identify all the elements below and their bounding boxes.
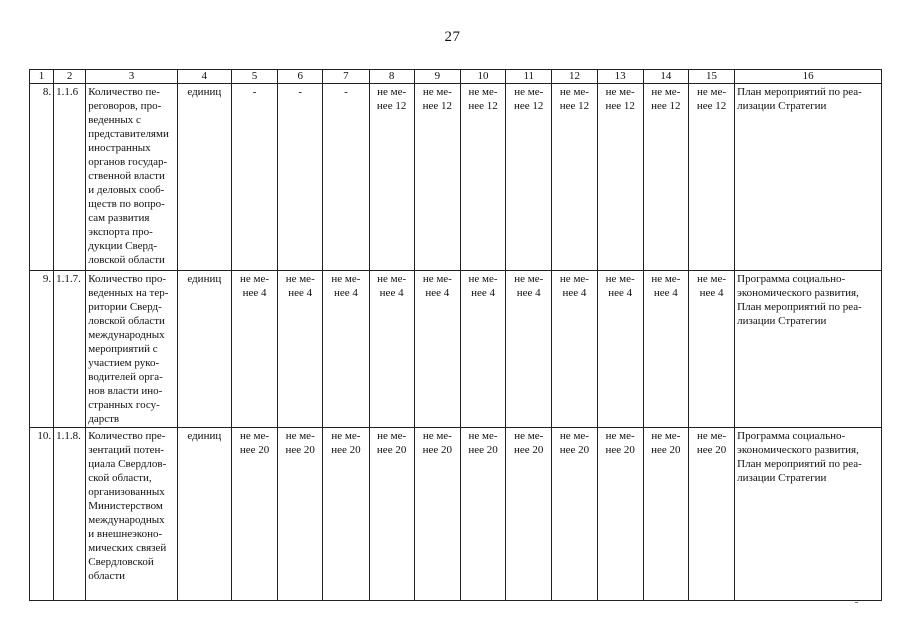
header-cell: 7 bbox=[323, 70, 369, 84]
value-cell: не ме- нее 20 bbox=[414, 428, 460, 601]
value-cell: не ме- нее 20 bbox=[643, 428, 688, 601]
header-cell: 4 bbox=[177, 70, 231, 84]
table-row bbox=[30, 271, 882, 428]
header-cell: 14 bbox=[643, 70, 688, 84]
value-cell: не ме- нее 20 bbox=[231, 428, 277, 601]
indicators-table bbox=[29, 69, 882, 601]
value-cell: не ме- нее 4 bbox=[231, 271, 277, 428]
source-note: Программа социально- экономического развития, План мероприятий по реа- лизации Стратегии bbox=[735, 271, 882, 428]
row-number: 8. bbox=[30, 84, 54, 271]
scan-speck bbox=[855, 602, 858, 603]
value-cell: - bbox=[231, 84, 277, 271]
header-cell: 11 bbox=[506, 70, 552, 84]
table-row bbox=[30, 428, 882, 601]
row-number: 10. bbox=[30, 428, 54, 601]
value-cell: не ме- нее 4 bbox=[552, 271, 597, 428]
indicator-name: Количество про- веденных на тер- ритории Сверд- ловской области международных мероприятий с участием руко- водителей орга- нов власти ино- странных госу- дарств bbox=[86, 271, 177, 428]
value-cell: не ме- нее 4 bbox=[414, 271, 460, 428]
value-cell: не ме- нее 20 bbox=[506, 428, 552, 601]
value-cell: не ме- нее 4 bbox=[597, 271, 643, 428]
header-cell: 6 bbox=[278, 70, 323, 84]
header-cell: 8 bbox=[369, 70, 414, 84]
header-cell: 2 bbox=[54, 70, 86, 84]
header-row bbox=[30, 70, 882, 84]
source-note: Программа социально- экономического развития, План мероприятий по реа- лизации Стратегии bbox=[735, 428, 882, 601]
indicator-name: Количество пе- реговоров, про- веденных с представителями иностранных органов государ- ственной власти и деловых сооб- ществ по вопро- сам развития экспорта про- дукции Сверд- ловской области bbox=[86, 84, 177, 271]
value-cell: не ме- нее 12 bbox=[643, 84, 688, 271]
value-cell: не ме- нее 12 bbox=[688, 84, 734, 271]
value-cell: не ме- нее 20 bbox=[688, 428, 734, 601]
value-cell: не ме- нее 12 bbox=[414, 84, 460, 271]
header-cell: 3 bbox=[86, 70, 177, 84]
value-cell: не ме- нее 20 bbox=[597, 428, 643, 601]
page-number: 27 bbox=[444, 29, 461, 45]
row-number: 9. bbox=[30, 271, 54, 428]
indicator-code: 1.1.8. bbox=[54, 428, 86, 601]
value-cell: не ме- нее 20 bbox=[460, 428, 505, 601]
source-note: План мероприятий по реа- лизации Стратегии bbox=[735, 84, 882, 271]
value-cell: не ме- нее 4 bbox=[369, 271, 414, 428]
value-cell: - bbox=[323, 84, 369, 271]
value-cell: не ме- нее 20 bbox=[369, 428, 414, 601]
value-cell: не ме- нее 20 bbox=[278, 428, 323, 601]
unit-cell: единиц bbox=[177, 271, 231, 428]
indicator-name: Количество пре- зентаций потен- циала Свердлов- ской области, организованных Министерством международных и внешнеэконо- мических связей Свердловской области bbox=[86, 428, 177, 601]
header-cell: 5 bbox=[231, 70, 277, 84]
header-cell: 1 bbox=[30, 70, 54, 84]
value-cell: - bbox=[278, 84, 323, 271]
header-cell: 13 bbox=[597, 70, 643, 84]
table-row bbox=[30, 84, 882, 271]
indicator-code: 1.1.7. bbox=[54, 271, 86, 428]
header-cell: 15 bbox=[688, 70, 734, 84]
value-cell: не ме- нее 20 bbox=[323, 428, 369, 601]
value-cell: не ме- нее 4 bbox=[323, 271, 369, 428]
value-cell: не ме- нее 4 bbox=[278, 271, 323, 428]
unit-cell: единиц bbox=[177, 428, 231, 601]
unit-cell: единиц bbox=[177, 84, 231, 271]
value-cell: не ме- нее 4 bbox=[688, 271, 734, 428]
value-cell: не ме- нее 12 bbox=[369, 84, 414, 271]
value-cell: не ме- нее 12 bbox=[597, 84, 643, 271]
header-cell: 12 bbox=[552, 70, 597, 84]
value-cell: не ме- нее 20 bbox=[552, 428, 597, 601]
header-cell: 16 bbox=[735, 70, 882, 84]
value-cell: не ме- нее 4 bbox=[643, 271, 688, 428]
value-cell: не ме- нее 4 bbox=[506, 271, 552, 428]
header-cell: 10 bbox=[460, 70, 505, 84]
value-cell: не ме- нее 12 bbox=[506, 84, 552, 271]
value-cell: не ме- нее 12 bbox=[552, 84, 597, 271]
value-cell: не ме- нее 4 bbox=[460, 271, 505, 428]
indicator-code: 1.1.6 bbox=[54, 84, 86, 271]
value-cell: не ме- нее 12 bbox=[460, 84, 505, 271]
header-cell: 9 bbox=[414, 70, 460, 84]
